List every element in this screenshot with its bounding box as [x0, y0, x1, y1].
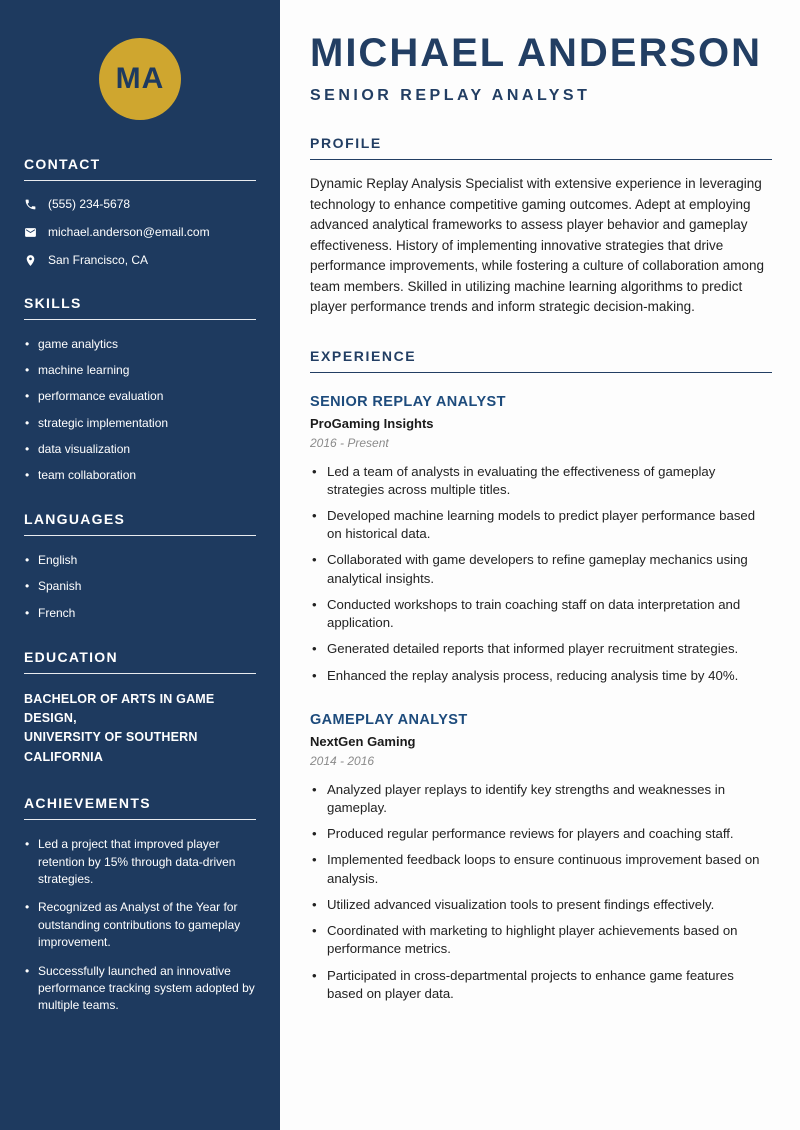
skills-list — [24, 336, 256, 483]
experience-heading: EXPERIENCE — [310, 348, 772, 373]
skill-item: • performance evaluation — [24, 388, 256, 404]
contact-section — [24, 156, 256, 267]
skill-item: • strategic implementation — [24, 415, 256, 431]
skills-section — [24, 295, 256, 483]
job-bullet: • Enhanced the replay analysis process, reducing analysis time by 40%. — [310, 667, 772, 685]
achievement-item: • Led a project that improved player retention by 15% through data-driven strategies. — [24, 836, 256, 888]
job-bullet-list — [310, 781, 772, 1003]
job-bullet: • Generated detailed reports that informed player recruitment strategies. — [310, 640, 772, 658]
avatar-wrap — [24, 38, 256, 120]
job-dates: 2016 - Present — [310, 435, 389, 450]
achievements-list — [24, 836, 256, 1015]
skill-item: • team collaboration — [24, 467, 256, 483]
job-title: SENIOR REPLAY ANALYST — [310, 393, 506, 410]
contact-phone-row — [24, 197, 256, 211]
achievements-heading: ACHIEVEMENTS — [24, 795, 256, 820]
profile-heading: PROFILE — [310, 135, 772, 160]
job-bullet: • Collaborated with game developers to refine gameplay mechanics using analytical insights. — [310, 551, 772, 587]
education-section — [24, 649, 256, 768]
person-title: SENIOR REPLAY ANALYST — [310, 87, 591, 104]
job-bullet: • Conducted workshops to train coaching staff on data interpretation and application. — [310, 596, 772, 632]
education-degree: BACHELOR OF ARTS IN GAME DESIGN, — [24, 691, 215, 726]
languages-list — [24, 552, 256, 621]
contact-email-row — [24, 225, 256, 239]
location-pin-icon — [24, 254, 37, 267]
language-item: • Spanish — [24, 578, 256, 594]
language-item: • French — [24, 605, 256, 621]
achievement-item: • Successfully launched an innovative performance tracking system adopted by multiple teams. — [24, 963, 256, 1015]
contact-heading: CONTACT — [24, 156, 256, 181]
skill-item: • data visualization — [24, 441, 256, 457]
skill-item: • game analytics — [24, 336, 256, 352]
job-bullet: • Utilized advanced visualization tools to present findings effectively. — [310, 896, 772, 914]
job-entry — [310, 712, 772, 1003]
achievements-section — [24, 795, 256, 1015]
person-name: MICHAEL ANDERSON — [310, 31, 763, 75]
education-school: UNIVERSITY OF SOUTHERN CALIFORNIA — [24, 730, 198, 764]
job-bullet-list — [310, 463, 772, 685]
education-heading: EDUCATION — [24, 649, 256, 674]
profile-section — [310, 135, 772, 318]
job-bullet: • Implemented feedback loops to ensure continuous improvement based on analysis. — [310, 851, 772, 887]
skill-item: • machine learning — [24, 362, 256, 378]
achievement-item: • Recognized as Analyst of the Year for outstanding contributions to gameplay improvement. — [24, 899, 256, 951]
job-bullet: • Coordinated with marketing to highlight player achievements based on performance metrics. — [310, 922, 772, 958]
email-address: michael.anderson@email.com — [48, 225, 210, 239]
email-icon — [24, 226, 37, 239]
sidebar — [0, 0, 280, 1130]
contact-location-row — [24, 253, 256, 267]
languages-heading: LANGUAGES — [24, 511, 256, 536]
skills-heading: SKILLS — [24, 295, 256, 320]
main-content — [280, 0, 800, 1130]
job-bullet: • Led a team of analysts in evaluating the effectiveness of gameplay strategies across multiple titles. — [310, 463, 772, 499]
job-bullet: • Participated in cross-departmental projects to enhance game features based on player data. — [310, 967, 772, 1003]
job-bullet: • Developed machine learning models to predict player performance based on historical data. — [310, 507, 772, 543]
experience-section — [310, 348, 772, 1003]
profile-text: Dynamic Replay Analysis Specialist with extensive experience in leveraging technology to enhance competitive gaming outcomes. Adept at employing advanced analytical frameworks to assess player behavior and gameplay effectiveness. History of implementing innovative strategies that drive performance improvements, while fostering a culture of collaboration among team members. Skilled in utilizing machine learning algorithms to predict player performance trends and inform strategic decision-making. — [310, 176, 764, 315]
job-bullet: • Produced regular performance reviews for players and coaching staff. — [310, 825, 772, 843]
phone-number: (555) 234-5678 — [48, 197, 131, 211]
job-title: GAMEPLAY ANALYST — [310, 711, 468, 728]
language-item: • English — [24, 552, 256, 568]
phone-icon — [24, 198, 37, 211]
job-entry — [310, 394, 772, 685]
job-company: NextGen Gaming — [310, 733, 416, 749]
job-dates: 2014 - 2016 — [310, 753, 375, 768]
location-text: San Francisco, CA — [48, 253, 149, 267]
languages-section — [24, 511, 256, 621]
job-bullet: • Analyzed player replays to identify key strengths and weaknesses in gameplay. — [310, 781, 772, 817]
job-company: ProGaming Insights — [310, 415, 434, 431]
avatar: MA — [99, 38, 181, 120]
